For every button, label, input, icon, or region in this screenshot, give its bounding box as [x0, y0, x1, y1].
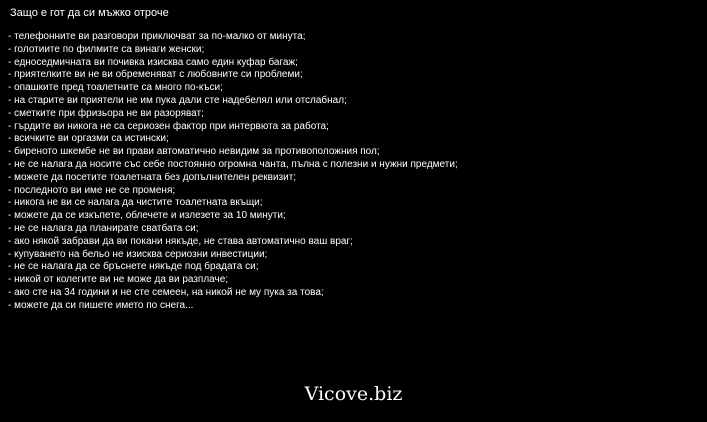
list-item: - гърдите ви никога не са сериозен фактор при интервюта за работа; — [8, 120, 329, 132]
list-item: - едноседмичната ви почивка изисква само един куфар багаж; — [8, 56, 298, 68]
list-item: - никой от колегите ви не може да ви разплаче; — [8, 274, 229, 286]
list-item: - можете да си пишете името по снега... — [8, 299, 194, 311]
list-item: - на старите ви приятели не им пука дали сте надебелял или отслабнал; — [8, 94, 347, 106]
page-title: Защо е гот да си мъжко отроче — [10, 7, 169, 19]
list-item: - сметките при фризьора не ви разоряват; — [8, 107, 204, 119]
list-item: - ако някой забрави да ви покани някъде, не става автоматично ваш враг; — [8, 235, 353, 247]
list-item: - никога не ви се налага да чистите тоалетната вкъщи; — [8, 197, 263, 209]
list-item: - последното ви име не се променя; — [8, 184, 176, 196]
list-item: - не се налага да се бръснете някъде под брадата си; — [8, 261, 259, 273]
list-item: - опашките пред тоалетните са много по-къси; — [8, 82, 223, 94]
list-item: - ако сте на 34 години и не сте семеен, на никой не му пука за това; — [8, 286, 324, 298]
list-item: - биреното шкембе не ви прави автоматично невидим за противоположния пол; — [8, 146, 380, 158]
list-item: - можете да посетите тоалетната без допълнителен реквизит; — [8, 171, 297, 183]
list-item: - не се налага да планирате сватбата си; — [8, 222, 199, 234]
list-item: - можете да се изкъпете, облечете и излезете за 10 минути; — [8, 210, 286, 222]
list-item: - приятелките ви не ви обременяват с любовните си проблеми; — [8, 69, 303, 81]
list-item: - купуването на бельо не изисква сериозни инвестиции; — [8, 248, 268, 260]
list-item: - всичките ви оргазми са истински; — [8, 133, 169, 145]
list-item: - не се налага да носите със себе постоянно огромна чанта, пълна с полезни и нужни предмети; — [8, 158, 458, 170]
joke-list — [8, 31, 703, 313]
list-item: - телефонните ви разговори приключват за по-малко от минута; — [8, 31, 306, 42]
list-item: - голотиите по филмите са винаги женски; — [8, 43, 205, 55]
site-watermark: Vicove.biz — [304, 383, 403, 405]
